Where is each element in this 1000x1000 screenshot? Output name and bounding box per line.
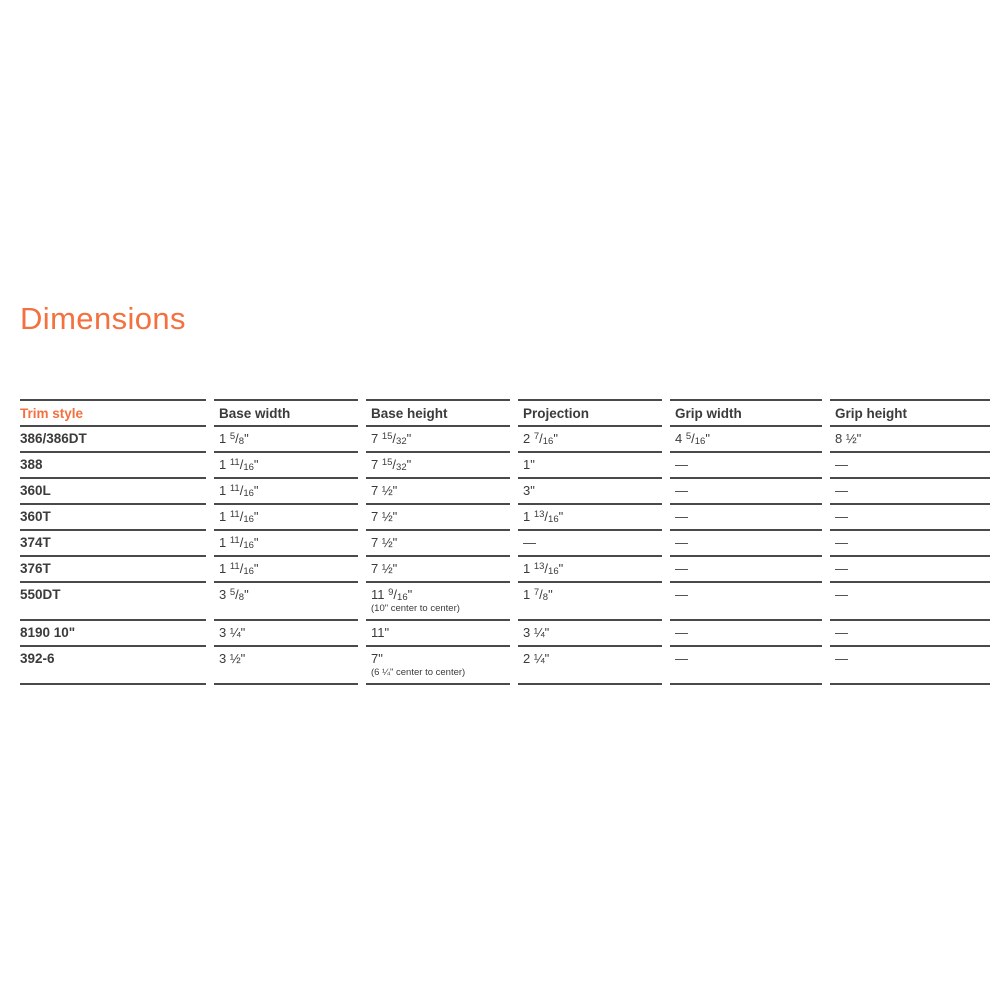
value-cell: — — [830, 645, 990, 685]
value-cell: 1" — [518, 451, 662, 477]
value-cell: 11 $^9/_{16}$" (10" center to center) — [366, 581, 510, 619]
value-cell: — — [670, 529, 822, 555]
value-cell: 3 ¼" — [518, 619, 662, 645]
trim-style-cell: 388 — [20, 451, 206, 477]
value-cell: 2 $^7/_{16}$" — [518, 425, 662, 451]
value-cell: — — [670, 555, 822, 581]
value-cell: — — [670, 477, 822, 503]
cell-note: (6 ¼" center to center) — [371, 667, 466, 678]
trim-style-cell: 376T — [20, 555, 206, 581]
value-cell: 8 ½" — [830, 425, 990, 451]
table-row — [20, 645, 990, 685]
table-row — [20, 555, 990, 581]
value-cell: — — [830, 619, 990, 645]
value-cell: — — [670, 503, 822, 529]
value-cell: — — [830, 451, 990, 477]
value-cell: 3" — [518, 477, 662, 503]
trim-style-cell: 550DT — [20, 581, 206, 619]
value-cell: 3 ¼" — [214, 619, 358, 645]
value-cell: 7 ½" — [366, 555, 510, 581]
value-cell: — — [830, 581, 990, 619]
trim-style-cell: 360T — [20, 503, 206, 529]
value-cell: 1 $^5/_8$" — [214, 425, 358, 451]
value-cell: — — [670, 645, 822, 685]
value-cell: 11" — [366, 619, 510, 645]
table-row — [20, 425, 990, 451]
value-cell: 1 $^{11}/_{16}$" — [214, 477, 358, 503]
column-header-grip-height: Grip height — [830, 399, 990, 425]
value-cell: — — [830, 477, 990, 503]
table-row — [20, 581, 990, 619]
dimensions-table-body — [20, 425, 990, 685]
trim-style-cell: 8190 10" — [20, 619, 206, 645]
trim-style-cell: 374T — [20, 529, 206, 555]
table-row — [20, 503, 990, 529]
value-cell: — — [830, 529, 990, 555]
trim-style-cell: 392-6 — [20, 645, 206, 685]
column-header-trim-style: Trim style — [20, 399, 206, 425]
column-header-base-height: Base height — [366, 399, 510, 425]
value-cell: 1 $^{11}/_{16}$" — [214, 555, 358, 581]
value-cell: 1 $^7/_8$" — [518, 581, 662, 619]
value-cell: — — [830, 503, 990, 529]
value-cell: 3 $^5/_8$" — [214, 581, 358, 619]
dimensions-table — [12, 399, 998, 685]
value-cell: 4 $^5/_{16}$" — [670, 425, 822, 451]
table-row — [20, 451, 990, 477]
value-cell: — — [670, 451, 822, 477]
value-cell: 3 ½" — [214, 645, 358, 685]
value-cell: 7 ½" — [366, 477, 510, 503]
column-header-base-width: Base width — [214, 399, 358, 425]
column-header-grip-width: Grip width — [670, 399, 822, 425]
trim-style-cell: 386/386DT — [20, 425, 206, 451]
value-cell: 7 $^{15}/_{32}$" — [366, 425, 510, 451]
value-cell: — — [670, 619, 822, 645]
table-row — [20, 477, 990, 503]
value-cell: 1 $^{11}/_{16}$" — [214, 529, 358, 555]
value-cell: 1 $^{13}/_{16}$" — [518, 503, 662, 529]
value-cell: 1 $^{11}/_{16}$" — [214, 451, 358, 477]
value-cell: 7 ½" — [366, 529, 510, 555]
value-cell: 1 $^{11}/_{16}$" — [214, 503, 358, 529]
page-title: Dimensions — [20, 301, 186, 336]
value-cell: 7 ½" — [366, 503, 510, 529]
value-cell: — — [518, 529, 662, 555]
table-row — [20, 619, 990, 645]
trim-style-cell: 360L — [20, 477, 206, 503]
table-row — [20, 529, 990, 555]
value-cell: — — [830, 555, 990, 581]
cell-note: (10" center to center) — [371, 603, 460, 614]
value-cell: 7" (6 ¼" center to center) — [366, 645, 510, 685]
value-cell: — — [670, 581, 822, 619]
value-cell: 7 $^{15}/_{32}$" — [366, 451, 510, 477]
value-cell: 2 ¼" — [518, 645, 662, 685]
column-header-projection: Projection — [518, 399, 662, 425]
value-cell: 1 $^{13}/_{16}$" — [518, 555, 662, 581]
table-header-row — [20, 399, 990, 425]
